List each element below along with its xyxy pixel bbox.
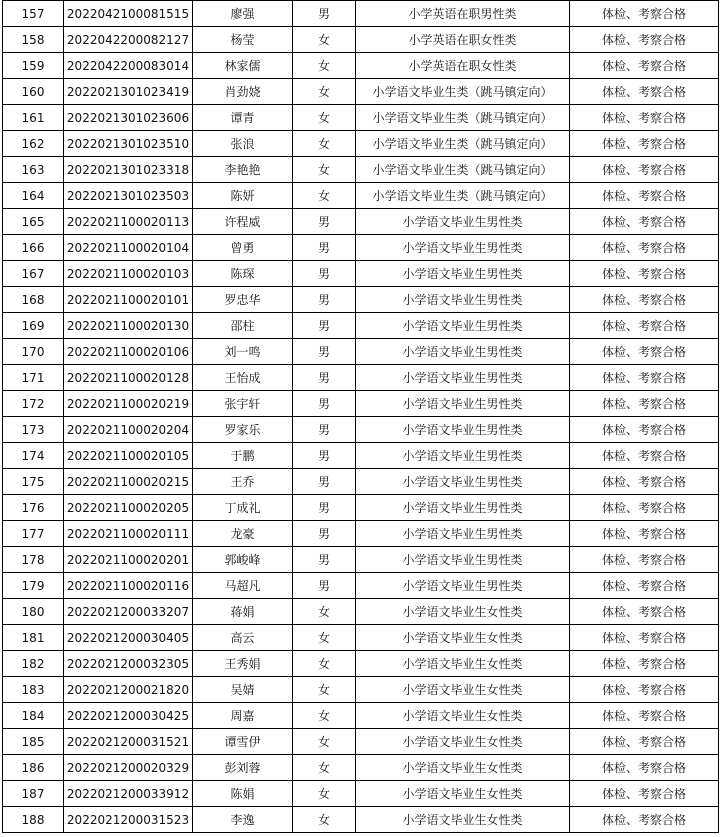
gender-cell: 女	[293, 157, 356, 183]
category-cell: 小学语文毕业生类（跳马镇定向）	[356, 157, 570, 183]
result-cell: 体检、考察合格	[570, 599, 719, 625]
table-row	[3, 209, 719, 235]
gender-cell: 女	[293, 677, 356, 703]
name-cell: 杨莹	[193, 27, 293, 53]
gender-cell: 男	[293, 521, 356, 547]
exam-id-cell: 2022042200083014	[64, 53, 193, 79]
result-cell: 体检、考察合格	[570, 79, 719, 105]
category-cell: 小学语文毕业生男性类	[356, 417, 570, 443]
exam-id-cell: 2022021200020329	[64, 755, 193, 781]
category-cell: 小学语文毕业生类（跳马镇定向）	[356, 105, 570, 131]
category-cell: 小学英语在职男性类	[356, 1, 570, 27]
exam-id-cell: 2022021301023318	[64, 157, 193, 183]
category-cell: 小学语文毕业生女性类	[356, 599, 570, 625]
result-cell: 体检、考察合格	[570, 27, 719, 53]
category-cell: 小学语文毕业生男性类	[356, 573, 570, 599]
name-cell: 谭雪伊	[193, 729, 293, 755]
row-number-cell: 179	[3, 573, 64, 599]
category-cell: 小学语文毕业生男性类	[356, 391, 570, 417]
gender-cell: 男	[293, 417, 356, 443]
result-cell: 体检、考察合格	[570, 391, 719, 417]
row-number-cell: 172	[3, 391, 64, 417]
gender-cell: 女	[293, 625, 356, 651]
table-row	[3, 469, 719, 495]
exam-id-cell: 2022021100020106	[64, 339, 193, 365]
gender-cell: 男	[293, 469, 356, 495]
name-cell: 邵柱	[193, 313, 293, 339]
table-row	[3, 443, 719, 469]
name-cell: 郭峻峰	[193, 547, 293, 573]
result-cell: 体检、考察合格	[570, 287, 719, 313]
exam-id-cell: 2022021301023419	[64, 79, 193, 105]
row-number-cell: 174	[3, 443, 64, 469]
row-number-cell: 165	[3, 209, 64, 235]
gender-cell: 女	[293, 183, 356, 209]
exam-id-cell: 2022021200030425	[64, 703, 193, 729]
category-cell: 小学语文毕业生女性类	[356, 625, 570, 651]
gender-cell: 男	[293, 313, 356, 339]
exam-id-cell: 2022021100020215	[64, 469, 193, 495]
result-cell: 体检、考察合格	[570, 677, 719, 703]
category-cell: 小学语文毕业生男性类	[356, 261, 570, 287]
exam-id-cell: 2022021200033912	[64, 781, 193, 807]
category-cell: 小学语文毕业生类（跳马镇定向）	[356, 131, 570, 157]
category-cell: 小学语文毕业生男性类	[356, 547, 570, 573]
table-row	[3, 495, 719, 521]
row-number-cell: 186	[3, 755, 64, 781]
category-cell: 小学语文毕业生女性类	[356, 729, 570, 755]
category-cell: 小学语文毕业生男性类	[356, 313, 570, 339]
result-cell: 体检、考察合格	[570, 521, 719, 547]
table-row	[3, 573, 719, 599]
name-cell: 蒋娟	[193, 599, 293, 625]
table-row	[3, 157, 719, 183]
row-number-cell: 185	[3, 729, 64, 755]
name-cell: 周嘉	[193, 703, 293, 729]
exam-id-cell: 2022021100020104	[64, 235, 193, 261]
category-cell: 小学语文毕业生男性类	[356, 443, 570, 469]
name-cell: 陈妍	[193, 183, 293, 209]
result-cell: 体检、考察合格	[570, 131, 719, 157]
exam-id-cell: 2022021200030405	[64, 625, 193, 651]
name-cell: 曾勇	[193, 235, 293, 261]
result-cell: 体检、考察合格	[570, 547, 719, 573]
result-cell: 体检、考察合格	[570, 313, 719, 339]
gender-cell: 女	[293, 807, 356, 833]
gender-cell: 男	[293, 495, 356, 521]
name-cell: 廖强	[193, 1, 293, 27]
name-cell: 谭青	[193, 105, 293, 131]
category-cell: 小学英语在职女性类	[356, 53, 570, 79]
row-number-cell: 180	[3, 599, 64, 625]
exam-id-cell: 2022042100081515	[64, 1, 193, 27]
name-cell: 高云	[193, 625, 293, 651]
name-cell: 罗忠华	[193, 287, 293, 313]
result-cell: 体检、考察合格	[570, 339, 719, 365]
result-cell: 体检、考察合格	[570, 703, 719, 729]
gender-cell: 女	[293, 599, 356, 625]
category-cell: 小学语文毕业生男性类	[356, 209, 570, 235]
result-cell: 体检、考察合格	[570, 443, 719, 469]
results-table	[2, 0, 719, 833]
name-cell: 王怡成	[193, 365, 293, 391]
name-cell: 许程威	[193, 209, 293, 235]
exam-id-cell: 2022021100020219	[64, 391, 193, 417]
name-cell: 彭刘蓉	[193, 755, 293, 781]
gender-cell: 女	[293, 53, 356, 79]
row-number-cell: 170	[3, 339, 64, 365]
table-row	[3, 1, 719, 27]
category-cell: 小学英语在职女性类	[356, 27, 570, 53]
table-row	[3, 755, 719, 781]
exam-id-cell: 2022021100020103	[64, 261, 193, 287]
category-cell: 小学语文毕业生女性类	[356, 807, 570, 833]
gender-cell: 女	[293, 27, 356, 53]
table-row	[3, 53, 719, 79]
category-cell: 小学语文毕业生类（跳马镇定向）	[356, 79, 570, 105]
result-cell: 体检、考察合格	[570, 105, 719, 131]
gender-cell: 女	[293, 729, 356, 755]
gender-cell: 男	[293, 1, 356, 27]
row-number-cell: 162	[3, 131, 64, 157]
result-cell: 体检、考察合格	[570, 1, 719, 27]
gender-cell: 男	[293, 287, 356, 313]
row-number-cell: 157	[3, 1, 64, 27]
exam-id-cell: 2022021100020101	[64, 287, 193, 313]
result-cell: 体检、考察合格	[570, 807, 719, 833]
result-cell: 体检、考察合格	[570, 53, 719, 79]
category-cell: 小学语文毕业生女性类	[356, 755, 570, 781]
table-row	[3, 677, 719, 703]
result-cell: 体检、考察合格	[570, 183, 719, 209]
category-cell: 小学语文毕业生女性类	[356, 703, 570, 729]
gender-cell: 男	[293, 261, 356, 287]
category-cell: 小学语文毕业生女性类	[356, 651, 570, 677]
table-row	[3, 235, 719, 261]
row-number-cell: 188	[3, 807, 64, 833]
table-row	[3, 261, 719, 287]
exam-id-cell: 2022021200032305	[64, 651, 193, 677]
table-row	[3, 287, 719, 313]
name-cell: 林家儒	[193, 53, 293, 79]
table-row	[3, 131, 719, 157]
exam-id-cell: 2022042200082127	[64, 27, 193, 53]
table-row	[3, 521, 719, 547]
row-number-cell: 167	[3, 261, 64, 287]
row-number-cell: 160	[3, 79, 64, 105]
gender-cell: 男	[293, 365, 356, 391]
gender-cell: 男	[293, 573, 356, 599]
table-row	[3, 729, 719, 755]
row-number-cell: 171	[3, 365, 64, 391]
table-row	[3, 183, 719, 209]
exam-id-cell: 2022021100020205	[64, 495, 193, 521]
row-number-cell: 166	[3, 235, 64, 261]
name-cell: 张宇轩	[193, 391, 293, 417]
category-cell: 小学语文毕业生男性类	[356, 495, 570, 521]
exam-id-cell: 2022021100020130	[64, 313, 193, 339]
result-cell: 体检、考察合格	[570, 469, 719, 495]
exam-id-cell: 2022021100020116	[64, 573, 193, 599]
exam-id-cell: 2022021200031523	[64, 807, 193, 833]
exam-id-cell: 2022021100020204	[64, 417, 193, 443]
exam-id-cell: 2022021301023510	[64, 131, 193, 157]
result-cell: 体检、考察合格	[570, 755, 719, 781]
table-row	[3, 547, 719, 573]
result-cell: 体检、考察合格	[570, 157, 719, 183]
gender-cell: 女	[293, 755, 356, 781]
result-cell: 体检、考察合格	[570, 781, 719, 807]
table-row	[3, 651, 719, 677]
table-row	[3, 313, 719, 339]
name-cell: 罗家乐	[193, 417, 293, 443]
row-number-cell: 187	[3, 781, 64, 807]
row-number-cell: 169	[3, 313, 64, 339]
name-cell: 吴婧	[193, 677, 293, 703]
exam-id-cell: 2022021100020128	[64, 365, 193, 391]
row-number-cell: 176	[3, 495, 64, 521]
name-cell: 肖劲娆	[193, 79, 293, 105]
gender-cell: 女	[293, 79, 356, 105]
exam-id-cell: 2022021301023503	[64, 183, 193, 209]
gender-cell: 男	[293, 235, 356, 261]
result-cell: 体检、考察合格	[570, 417, 719, 443]
name-cell: 马超凡	[193, 573, 293, 599]
exam-id-cell: 2022021100020105	[64, 443, 193, 469]
row-number-cell: 164	[3, 183, 64, 209]
gender-cell: 男	[293, 209, 356, 235]
result-cell: 体检、考察合格	[570, 495, 719, 521]
category-cell: 小学语文毕业生类（跳马镇定向）	[356, 183, 570, 209]
table-row	[3, 417, 719, 443]
exam-id-cell: 2022021200031521	[64, 729, 193, 755]
row-number-cell: 163	[3, 157, 64, 183]
category-cell: 小学语文毕业生男性类	[356, 339, 570, 365]
exam-id-cell: 2022021100020113	[64, 209, 193, 235]
name-cell: 丁成礼	[193, 495, 293, 521]
category-cell: 小学语文毕业生男性类	[356, 469, 570, 495]
row-number-cell: 178	[3, 547, 64, 573]
gender-cell: 女	[293, 781, 356, 807]
name-cell: 李艳艳	[193, 157, 293, 183]
exam-id-cell: 2022021200033207	[64, 599, 193, 625]
gender-cell: 男	[293, 547, 356, 573]
table-row	[3, 625, 719, 651]
table-body	[3, 1, 719, 833]
gender-cell: 男	[293, 443, 356, 469]
name-cell: 王秀娟	[193, 651, 293, 677]
gender-cell: 女	[293, 131, 356, 157]
row-number-cell: 183	[3, 677, 64, 703]
table-row	[3, 781, 719, 807]
category-cell: 小学语文毕业生女性类	[356, 781, 570, 807]
table-row	[3, 105, 719, 131]
category-cell: 小学语文毕业生男性类	[356, 235, 570, 261]
name-cell: 王乔	[193, 469, 293, 495]
table-row	[3, 807, 719, 833]
row-number-cell: 182	[3, 651, 64, 677]
gender-cell: 女	[293, 651, 356, 677]
row-number-cell: 168	[3, 287, 64, 313]
result-cell: 体检、考察合格	[570, 651, 719, 677]
name-cell: 李逸	[193, 807, 293, 833]
row-number-cell: 173	[3, 417, 64, 443]
row-number-cell: 175	[3, 469, 64, 495]
result-cell: 体检、考察合格	[570, 235, 719, 261]
category-cell: 小学语文毕业生男性类	[356, 521, 570, 547]
row-number-cell: 177	[3, 521, 64, 547]
row-number-cell: 184	[3, 703, 64, 729]
row-number-cell: 158	[3, 27, 64, 53]
result-cell: 体检、考察合格	[570, 365, 719, 391]
name-cell: 于鹏	[193, 443, 293, 469]
table-row	[3, 79, 719, 105]
result-cell: 体检、考察合格	[570, 209, 719, 235]
row-number-cell: 181	[3, 625, 64, 651]
table-row	[3, 339, 719, 365]
category-cell: 小学语文毕业生男性类	[356, 365, 570, 391]
exam-id-cell: 2022021301023606	[64, 105, 193, 131]
row-number-cell: 161	[3, 105, 64, 131]
result-cell: 体检、考察合格	[570, 625, 719, 651]
result-cell: 体检、考察合格	[570, 729, 719, 755]
result-cell: 体检、考察合格	[570, 573, 719, 599]
gender-cell: 女	[293, 703, 356, 729]
category-cell: 小学语文毕业生女性类	[356, 677, 570, 703]
table-row	[3, 27, 719, 53]
name-cell: 龙豪	[193, 521, 293, 547]
table-row	[3, 391, 719, 417]
name-cell: 陈琛	[193, 261, 293, 287]
gender-cell: 女	[293, 105, 356, 131]
name-cell: 张浪	[193, 131, 293, 157]
exam-id-cell: 2022021200021820	[64, 677, 193, 703]
name-cell: 陈娟	[193, 781, 293, 807]
category-cell: 小学语文毕业生男性类	[356, 287, 570, 313]
row-number-cell: 159	[3, 53, 64, 79]
gender-cell: 男	[293, 339, 356, 365]
exam-id-cell: 2022021100020111	[64, 521, 193, 547]
table-row	[3, 365, 719, 391]
table-row	[3, 703, 719, 729]
gender-cell: 男	[293, 391, 356, 417]
name-cell: 刘一鸣	[193, 339, 293, 365]
exam-id-cell: 2022021100020201	[64, 547, 193, 573]
result-cell: 体检、考察合格	[570, 261, 719, 287]
table-row	[3, 599, 719, 625]
